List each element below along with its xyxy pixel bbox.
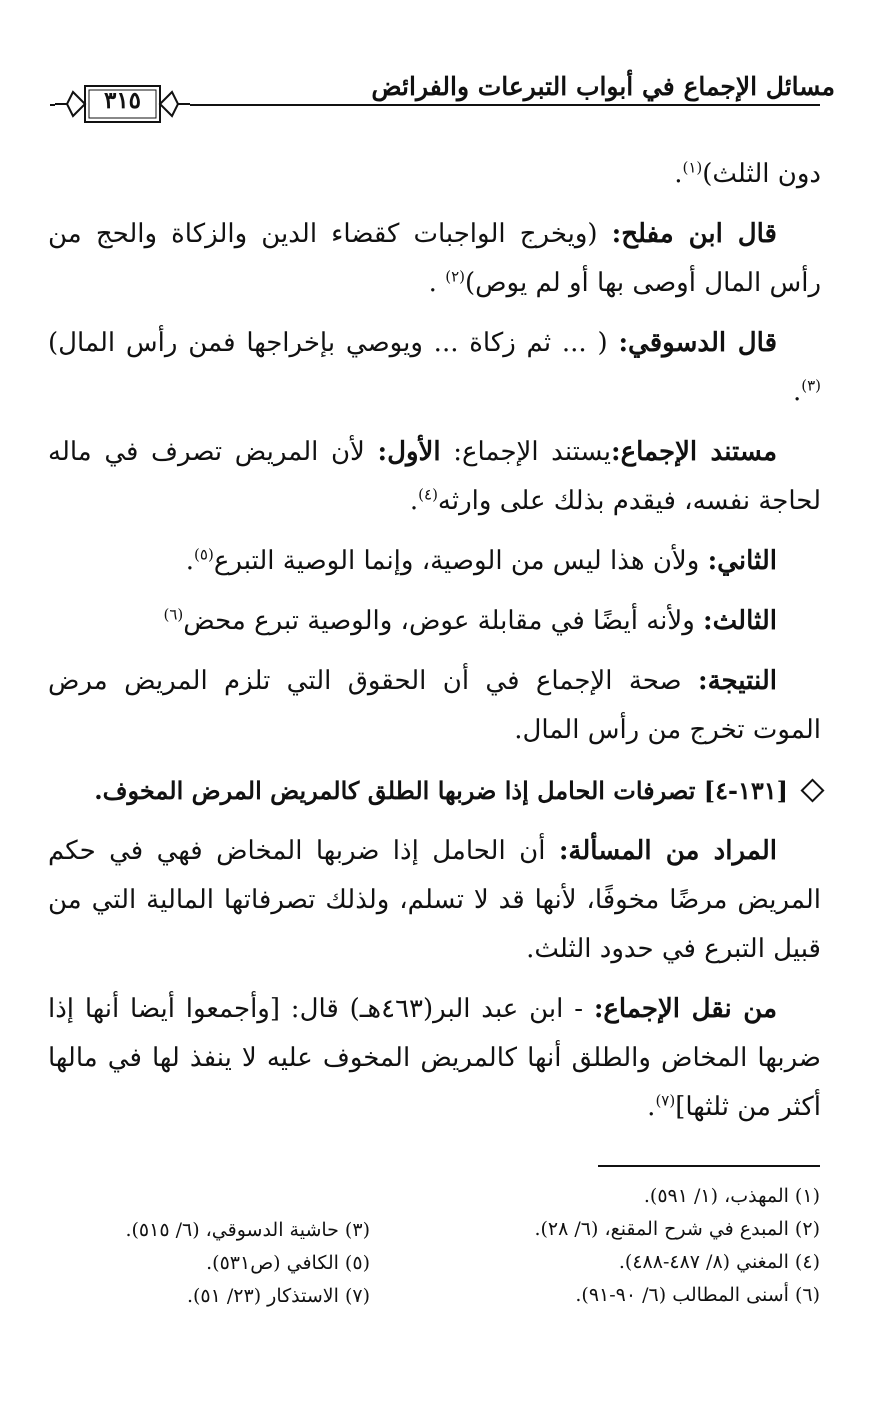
- footnote-ref[interactable]: (٥): [194, 545, 214, 564]
- paragraph-transmitters: [48, 985, 821, 1132]
- footnote-ref[interactable]: (٦): [163, 605, 184, 624]
- footnote-ref[interactable]: (٤): [418, 485, 438, 504]
- footnote-item: (٧) الاستذكار (٢٣/ ٥١).: [186, 1285, 370, 1307]
- paragraph-third: [48, 597, 821, 646]
- footnote-item: (٥) الكافي (ص٥٣١).: [206, 1252, 370, 1274]
- lead-label: المراد من المسألة:: [558, 836, 777, 866]
- footnote-item: (٦) أسنى المطالب (٦/ ٩٠-٩١).: [575, 1284, 820, 1306]
- lead-label-first: الأول:: [377, 437, 441, 467]
- basis-first-text: لأن المريض تصرف في ماله لحاجة نفسه، فيقدم بذلك على وارثه: [48, 437, 821, 516]
- p9-tail: .: [647, 1092, 656, 1122]
- transmitter-text: - ابن عبد البر(٤٦٣هـ) قال: [وأجمعوا أيضا أنها إذا ضربها المخاض والطلق أنها كالمريض المخوف عليه لا ينفذ لها في مالها أكثر من ثلثها]: [48, 994, 821, 1122]
- main-text: [48, 150, 821, 1143]
- basis-text: يستند الإجماع:: [440, 437, 611, 467]
- quote-text: (ويخرج الواجبات كقضاء الدين والزكاة والحج من رأس المال أوصى بها أو لم يوص): [48, 219, 821, 298]
- result-text: صحة الإجماع في أن الحقوق التي تلزم المريض مرض الموت تخرج من رأس المال.: [48, 666, 821, 745]
- p3-tail: .: [792, 377, 802, 407]
- lead-label: من نقل الإجماع:: [593, 994, 778, 1024]
- p1-text: دون الثلث): [702, 159, 821, 189]
- running-title: مسائل الإجماع في أبواب التبرعات والفرائض: [371, 72, 835, 101]
- lead-label: الثاني:: [707, 546, 777, 576]
- paragraph-second: [48, 537, 821, 586]
- footnotes-left-column: [70, 1214, 370, 1313]
- diamond-bullet-icon: [800, 778, 824, 802]
- paragraph-ibn-muflih: [48, 210, 821, 308]
- paragraph-1: [48, 150, 821, 199]
- footnote-item: (٤) المغني (٨/ ٤٨٧-٤٨٨).: [618, 1251, 820, 1273]
- lead-label: قال الدسوقي:: [618, 328, 777, 358]
- lead-label: الثالث:: [703, 606, 777, 636]
- section-title: [١٣١-٤] تصرفات الحامل إذا ضربها الطلق كالمريض المرض المخوف.: [94, 776, 788, 805]
- lead-label: النتيجة:: [697, 666, 777, 696]
- footnote-ref[interactable]: (٢): [445, 267, 465, 286]
- section-heading: [48, 766, 821, 815]
- footnote-rule: [598, 1165, 820, 1167]
- p2-tail: .: [428, 268, 446, 298]
- meaning-text: أن الحامل إذا ضربها المخاض فهي في حكم المريض مرضًا مخوفًا، لأنها قد لا تسلم، ولذلك تصرفاتها المالية التي من قبيل التبرع في حدود الثلث.: [48, 836, 821, 964]
- footnote-ref[interactable]: (١): [682, 158, 703, 177]
- page-number-frame: [55, 82, 190, 126]
- p5-tail: .: [185, 546, 195, 576]
- paragraph-basis: [48, 428, 821, 526]
- quote-text: ( ... ثم زكاة ... ويوصي بإخراجها فمن رأس المال): [48, 328, 619, 358]
- lead-label: قال ابن مفلح:: [611, 219, 777, 249]
- footnote-item: (٣) حاشية الدسوقي، (٦/ ٥١٥).: [125, 1219, 370, 1241]
- paragraph-result: [48, 657, 821, 755]
- second-text: ولأن هذا ليس من الوصية، وإنما الوصية التبرع: [213, 546, 708, 576]
- footnote-ref[interactable]: (٧): [655, 1091, 676, 1110]
- p1-tail: .: [674, 159, 683, 189]
- page-number: ٣١٥: [103, 87, 142, 114]
- p4-tail: .: [409, 486, 419, 516]
- footnote-item: (٢) المبدع في شرح المقنع، (٦/ ٢٨).: [534, 1218, 820, 1240]
- lead-label: مستند الإجماع:: [610, 437, 778, 467]
- footnote-item: (١) المهذب، (١/ ٥٩١).: [643, 1185, 820, 1207]
- footnotes-right-column: [450, 1180, 820, 1312]
- paragraph-dasuqi: [48, 319, 821, 417]
- footnote-ref[interactable]: (٣): [801, 376, 821, 395]
- third-text: ولأنه أيضًا في مقابلة عوض، والوصية تبرع محض: [183, 606, 704, 636]
- paragraph-meaning: [48, 827, 821, 974]
